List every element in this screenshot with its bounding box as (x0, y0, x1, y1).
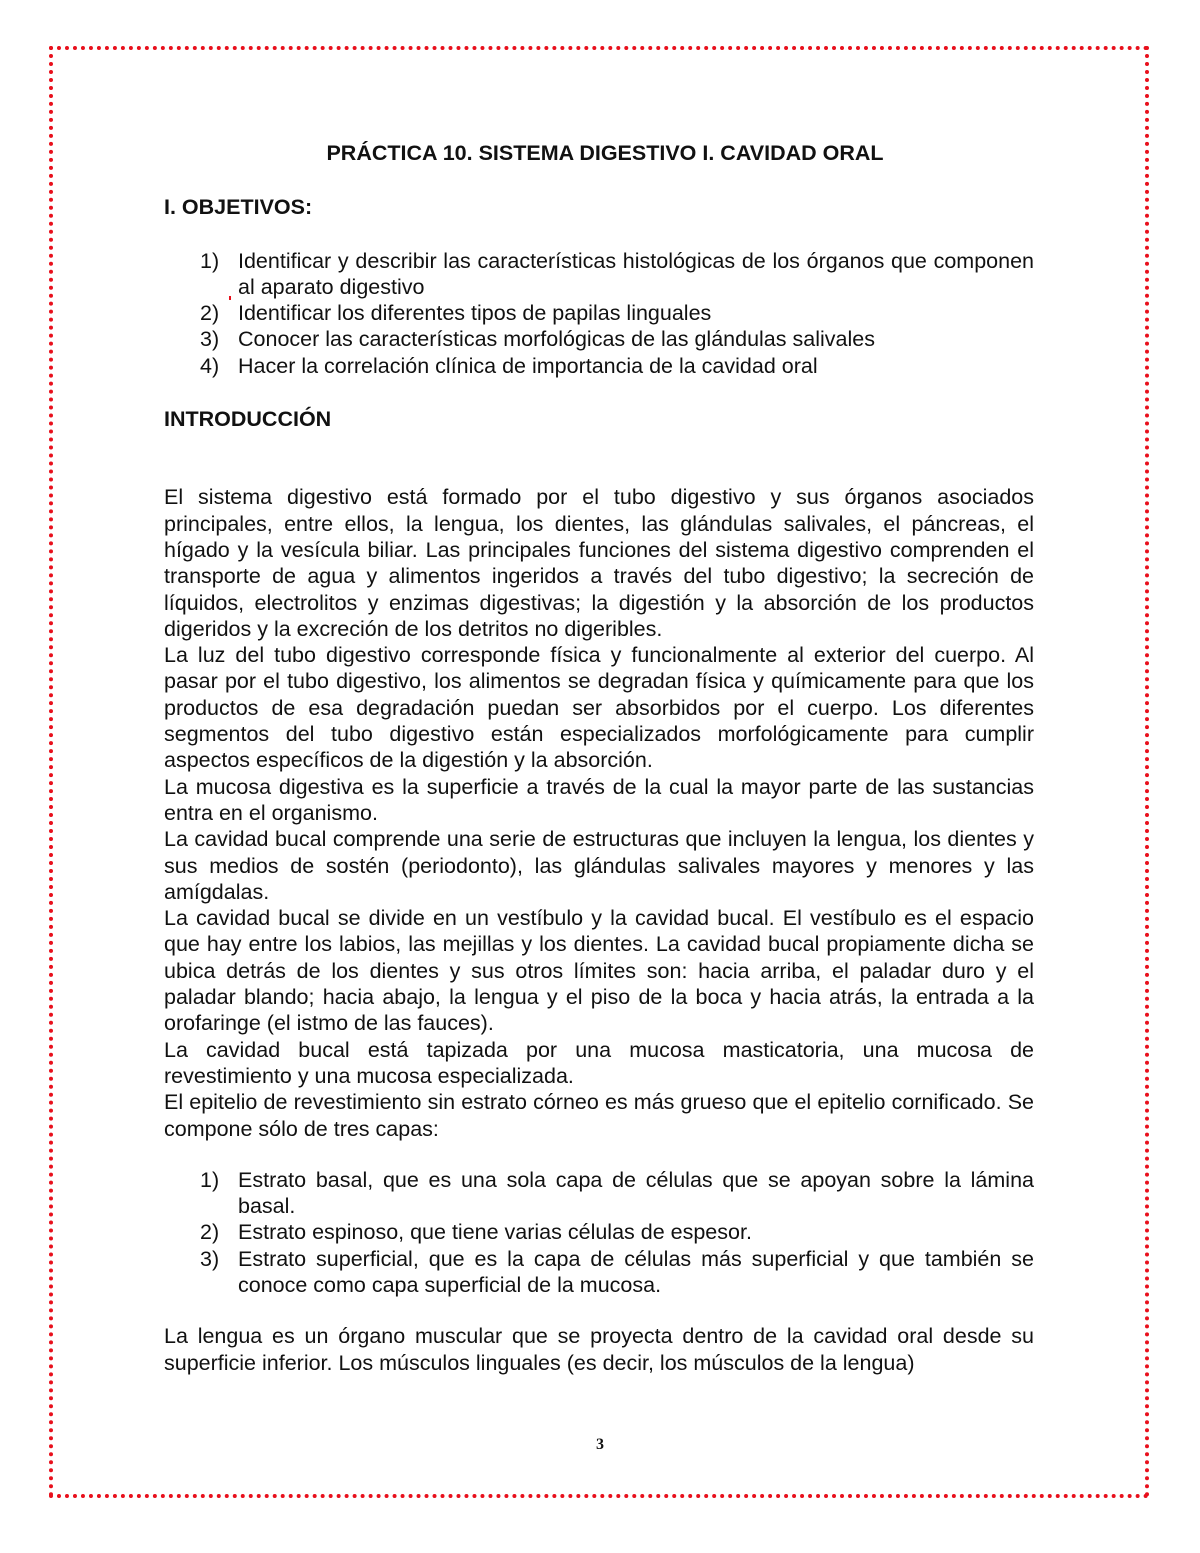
stratum-item (164, 1246, 1034, 1299)
page-number: 3 (596, 1436, 604, 1453)
list-number: 3) (200, 1246, 220, 1271)
objective-item (164, 300, 1034, 326)
objective-item (164, 248, 1034, 301)
list-number: 3) (200, 327, 220, 352)
objective-item (164, 353, 1034, 379)
stratum-item (164, 1219, 1034, 1245)
intro-paragraph: La mucosa digestiva es la superficie a través de la cual la mayor parte de las sustancias entra en el organismo. (164, 774, 1034, 825)
objective-text: Identificar los diferentes tipos de papilas linguales (238, 301, 712, 326)
objective-text: Conocer las características morfológicas de las glándulas salivales (238, 327, 875, 352)
intro-paragraph: La cavidad bucal se divide en un vestíbulo y la cavidad bucal. El vestíbulo es el espacio que hay entre los labios, las mejillas y los dientes. La cavidad bucal propiamente dicha se ubica detrás de los dientes y sus otros límites son: hacia arriba, el paladar duro y el paladar blando; hacia abajo, la lengua y el piso de la boca y hacia atrás, la entrada a la orofaringe (el istmo de las fauces). (164, 906, 1034, 1036)
introduction-heading: INTRODUCCIÓN (164, 407, 332, 432)
closing-paragraph: La lengua es un órgano muscular que se proyecta dentro de la cavidad oral desde su superficie inferior. Los músculos linguales (es decir, los músculos de la lengua) (164, 1324, 1034, 1375)
stratum-text: Estrato superficial, que es la capa de células más superficial y que también se conoce como capa superficial de la mucosa. (238, 1246, 1034, 1297)
objective-text: Identificar y describir las características histológicas de los órganos que componen al aparato digestivo (238, 248, 1034, 299)
intro-paragraph: El sistema digestivo está formado por el tubo digestivo y sus órganos asociados principales, entre ellos, la lengua, los dientes, las glándulas salivales, el páncreas, el hígado y la vesícula biliar. Las principales funciones del sistema digestivo comprenden el transporte de agua y alimentos ingeridos a través del tubo digestivo; la secreción de líquidos, electrolitos y enzimas digestivas; la digestión y la absorción de los productos digeridos y la excreción de los detritos no digeribles. (164, 485, 1034, 641)
list-number: 1) (200, 248, 220, 273)
strata-list (164, 1167, 1034, 1298)
list-number: 2) (200, 1220, 220, 1245)
intro-paragraph: La cavidad bucal comprende una serie de estructuras que incluyen la lengua, los dientes y sus medios de sostén (periodonto), las glándulas salivales mayores y menores y las amígdalas. (164, 827, 1034, 904)
list-number: 2) (200, 301, 220, 326)
stratum-item (164, 1167, 1034, 1220)
stratum-text: Estrato basal, que es una sola capa de células que se apoyan sobre la lámina basal. (238, 1167, 1034, 1219)
objectives-heading: I. OBJETIVOS: (164, 195, 313, 220)
intro-paragraph: El epitelio de revestimiento sin estrato córneo es más grueso que el epitelio cornificado. Se compone sólo de tres capas: (164, 1090, 1034, 1141)
introduction-body (164, 484, 1034, 1141)
objective-text: Hacer la correlación clínica de importancia de la cavidad oral (238, 353, 818, 378)
page-title: PRÁCTICA 10. SISTEMA DIGESTIVO I. CAVIDAD ORAL (326, 141, 884, 165)
objective-item (164, 326, 1034, 352)
intro-paragraph: La luz del tubo digestivo corresponde física y funcionalmente al exterior del cuerpo. Al pasar por el tubo digestivo, los alimentos se degradan física y químicamente para que los productos de esa degradación puedan ser absorbidos por el cuerpo. Los diferentes segmentos del tubo digestivo están especializados morfológicamente para cumplir aspectos específicos de la digestión y la absorción. (164, 643, 1034, 773)
intro-paragraph: La cavidad bucal está tapizada por una mucosa masticatoria, una mucosa de revestimiento y una mucosa especializada. (164, 1037, 1034, 1088)
objectives-list (164, 248, 1034, 379)
list-number: 4) (200, 353, 220, 378)
stratum-text: Estrato espinoso, que tiene varias células de espesor. (238, 1220, 752, 1245)
list-number: 1) (200, 1167, 220, 1192)
document-body (164, 140, 1034, 1376)
